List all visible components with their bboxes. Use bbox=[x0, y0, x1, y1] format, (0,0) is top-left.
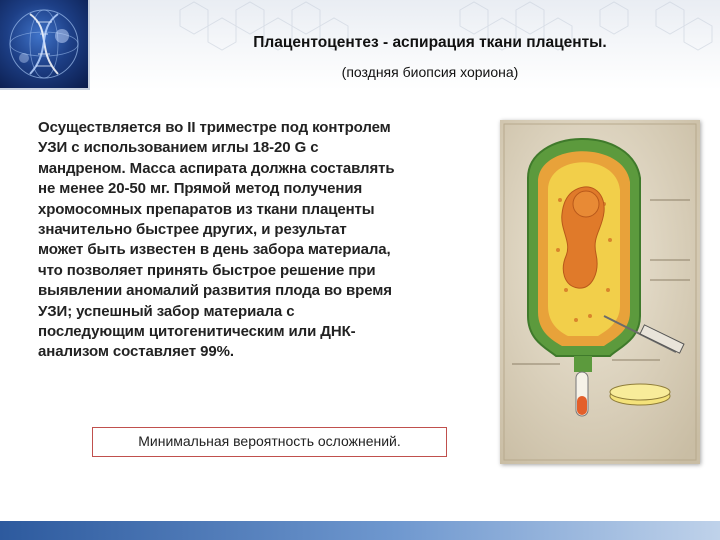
body-line: Осуществляется во II триместре под контролем bbox=[38, 119, 391, 136]
body-line: последующим цитогенитическим или ДНК- bbox=[38, 323, 356, 341]
body-line: мандреном. Масса аспирата должна составлять bbox=[38, 159, 395, 177]
logo-graphic bbox=[0, 0, 88, 88]
body-line: УЗИ; успешный забор материала с bbox=[38, 302, 295, 320]
body-line: УЗИ с использованием иглы 18-20 G с bbox=[38, 139, 319, 157]
body-line: значительно быстрее других, и результат bbox=[38, 221, 347, 239]
body-line: выявлении аномалий развития плода во время bbox=[38, 282, 392, 300]
footer-band bbox=[0, 521, 720, 540]
body-line: что позволяет принять быстрое решение при bbox=[38, 261, 376, 279]
body-line: может быть известен в день забора материала, bbox=[38, 241, 391, 259]
body-line: хромосомных препаратов из ткани плаценты bbox=[38, 200, 375, 218]
body-paragraph bbox=[38, 118, 488, 363]
slide-title: Плацентоцентез - аспирация ткани плаценты. bbox=[253, 34, 607, 51]
body-line: не менее 20-50 мг. Прямой метод получения bbox=[38, 180, 363, 198]
body-line: анализом составляет 99%. bbox=[38, 343, 234, 361]
placentocentesis-diagram-photo bbox=[500, 120, 700, 464]
slide-subtitle: (поздняя биопсия хориона) bbox=[341, 64, 519, 80]
dna-globe-logo bbox=[0, 0, 90, 90]
placentocentesis-diagram bbox=[500, 120, 700, 464]
callout-box: Минимальная вероятность осложнений. bbox=[92, 427, 447, 457]
